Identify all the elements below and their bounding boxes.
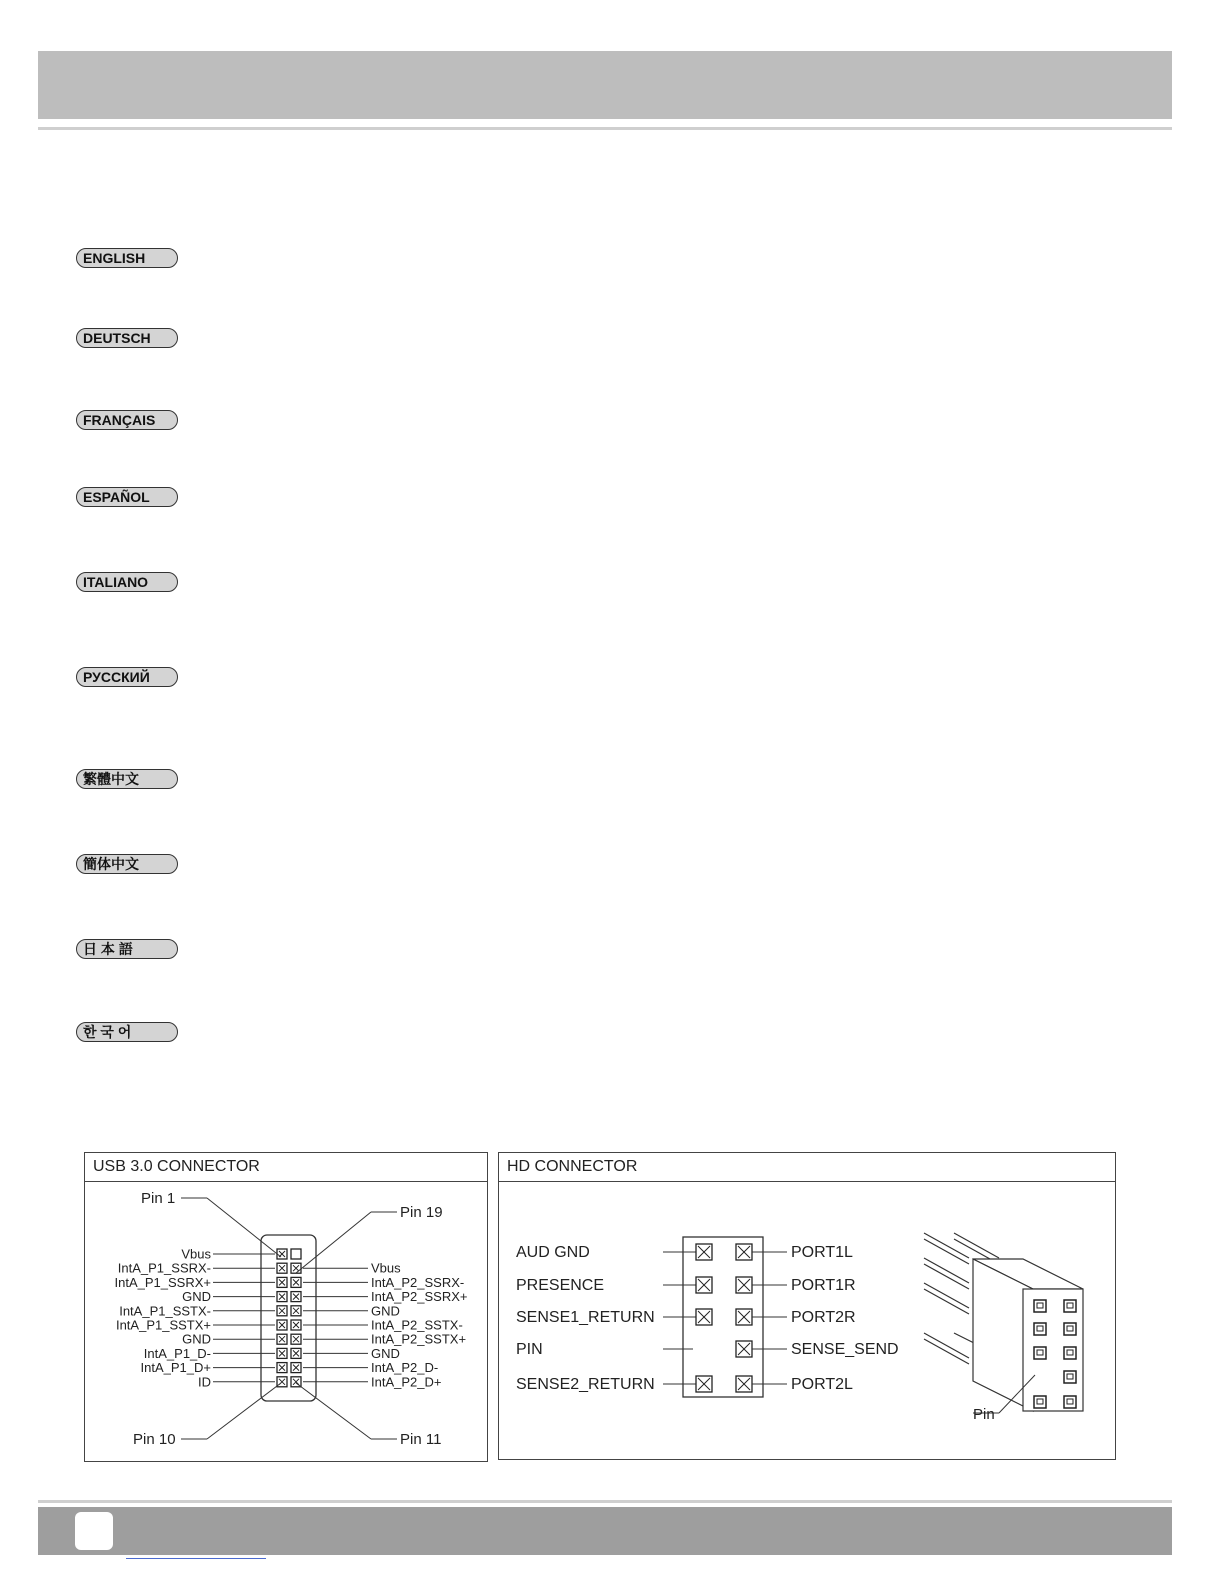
lang-badge-italiano: ITALIANO	[76, 572, 178, 592]
usb-pin-left-1	[277, 1249, 287, 1259]
usb-right-label: GND	[371, 1345, 400, 1361]
hd-pin-left-1	[696, 1244, 712, 1260]
hd-right-label: PORT2R	[791, 1309, 856, 1326]
header-rule	[38, 127, 1172, 130]
lang-badge-francais: FRANÇAIS	[76, 410, 178, 430]
lang-badge-traditional-chinese: 繁體中文	[76, 769, 178, 789]
hd-pin-caption: Pin	[973, 1406, 995, 1423]
lang-badge-simplified-chinese: 簡体中文	[76, 854, 178, 874]
footer-rule	[38, 1500, 1172, 1503]
header-band	[38, 51, 1172, 119]
hd-right-label: PORT1R	[791, 1277, 856, 1294]
usb-pin-right-4	[291, 1306, 301, 1316]
usb-right-label: IntA_P2_SSTX-	[371, 1317, 463, 1333]
lang-badge-english: ENGLISH	[76, 248, 178, 268]
hd-left-label: SENSE1_RETURN	[516, 1309, 655, 1326]
hd-right-label: PORT2L	[791, 1376, 853, 1393]
usb-pin19-label: Pin 19	[400, 1204, 443, 1221]
hd-right-label: SENSE_SEND	[791, 1341, 899, 1358]
lang-badge-russian: РУССКИЙ	[76, 667, 178, 687]
usb-left-label: GND	[182, 1289, 211, 1305]
usb-right-label: IntA_P2_D+	[371, 1374, 442, 1390]
usb-left-label: GND	[182, 1331, 211, 1347]
usb-pin-right-2	[291, 1277, 301, 1287]
usb-right-label: IntA_P2_SSTX+	[371, 1331, 467, 1347]
usb-pin-right-1	[291, 1263, 301, 1273]
usb-pin-left-8	[277, 1348, 287, 1358]
usb-pin-left-4	[277, 1292, 287, 1302]
usb-pin11-label: Pin 11	[400, 1431, 442, 1448]
usb-pin-right-7	[291, 1348, 301, 1358]
usb-header-body	[261, 1235, 316, 1401]
usb-left-label: IntA_P1_SSTX-	[119, 1303, 211, 1319]
hd-pin-left-5	[696, 1376, 712, 1392]
usb-pin-right-8	[291, 1363, 301, 1373]
lang-badge-deutsch: DEUTSCH	[76, 328, 178, 348]
usb-pin1-label: Pin 1	[141, 1190, 176, 1207]
hd-iso-pin	[1064, 1396, 1076, 1408]
hd-connector-title: HD CONNECTOR	[499, 1153, 1115, 1182]
footer-band	[38, 1507, 1172, 1555]
lang-badge-korean: 한 국 어	[76, 1022, 178, 1042]
hd-left-label: SENSE2_RETURN	[516, 1376, 655, 1393]
usb-right-label: IntA_P2_SSRX+	[371, 1289, 468, 1305]
hd-connector-illustration	[924, 1233, 1083, 1411]
footer-link-underline	[126, 1558, 266, 1559]
usb-right-label: Vbus	[371, 1260, 401, 1276]
hd-iso-pin	[1034, 1347, 1046, 1359]
hd-pin-left-2	[696, 1277, 712, 1293]
hd-pin-right-2	[736, 1277, 752, 1293]
usb-connector-title: USB 3.0 CONNECTOR	[85, 1153, 487, 1182]
hd-iso-pin	[1064, 1347, 1076, 1359]
hd-pin-right-4	[736, 1341, 752, 1357]
hd-pin-right-1	[736, 1244, 752, 1260]
hd-iso-pin	[1034, 1300, 1046, 1312]
usb-pin-left-3	[277, 1277, 287, 1287]
page-number-box	[75, 1512, 113, 1550]
usb-pin-left-5	[277, 1306, 287, 1316]
hd-iso-pin	[1064, 1371, 1076, 1383]
usb-pin-right-blank	[291, 1249, 301, 1259]
hd-iso-pin	[1064, 1323, 1076, 1335]
lang-badge-japanese: 日 本 語	[76, 939, 178, 959]
usb-pin-left-2	[277, 1263, 287, 1273]
usb-right-label: IntA_P2_SSRX-	[371, 1274, 465, 1290]
usb-left-label: ID	[198, 1374, 211, 1390]
usb-pin-right-5	[291, 1320, 301, 1330]
usb-left-label: IntA_P1_SSTX+	[115, 1317, 211, 1333]
hd-pin-left-3	[696, 1309, 712, 1325]
hd-connector-diagram	[499, 1153, 1115, 1459]
usb-connector-figure	[84, 1152, 488, 1462]
hd-iso-pin	[1034, 1323, 1046, 1335]
hd-pin-right-5	[736, 1376, 752, 1392]
hd-left-label: PIN	[516, 1341, 543, 1358]
usb-pin-right-6	[291, 1334, 301, 1344]
hd-iso-pin	[1034, 1396, 1046, 1408]
hd-connector-figure	[498, 1152, 1116, 1460]
usb-pin-left-6	[277, 1320, 287, 1330]
usb-pin-left-9	[277, 1363, 287, 1373]
usb-right-label: IntA_P2_D-	[371, 1360, 439, 1376]
usb-left-label: IntA_P1_D+	[140, 1360, 211, 1376]
usb-left-label: IntA_P1_SSRX+	[114, 1274, 211, 1290]
usb-left-label: IntA_P1_SSRX-	[117, 1260, 211, 1276]
usb-pin-left-7	[277, 1334, 287, 1344]
hd-left-label: PRESENCE	[516, 1277, 605, 1294]
usb-connector-diagram	[85, 1153, 487, 1461]
usb-left-label: Vbus	[181, 1246, 211, 1262]
lang-badge-espanol: ESPAÑOL	[76, 487, 178, 507]
usb-pin10-label: Pin 10	[133, 1431, 176, 1448]
usb-pin-right-3	[291, 1292, 301, 1302]
hd-right-label: PORT1L	[791, 1244, 853, 1261]
hd-pin-right-3	[736, 1309, 752, 1325]
usb-right-label: GND	[371, 1303, 400, 1319]
usb-left-label: IntA_P1_D-	[143, 1345, 211, 1361]
hd-left-label: AUD GND	[516, 1244, 590, 1261]
hd-iso-pin	[1064, 1300, 1076, 1312]
